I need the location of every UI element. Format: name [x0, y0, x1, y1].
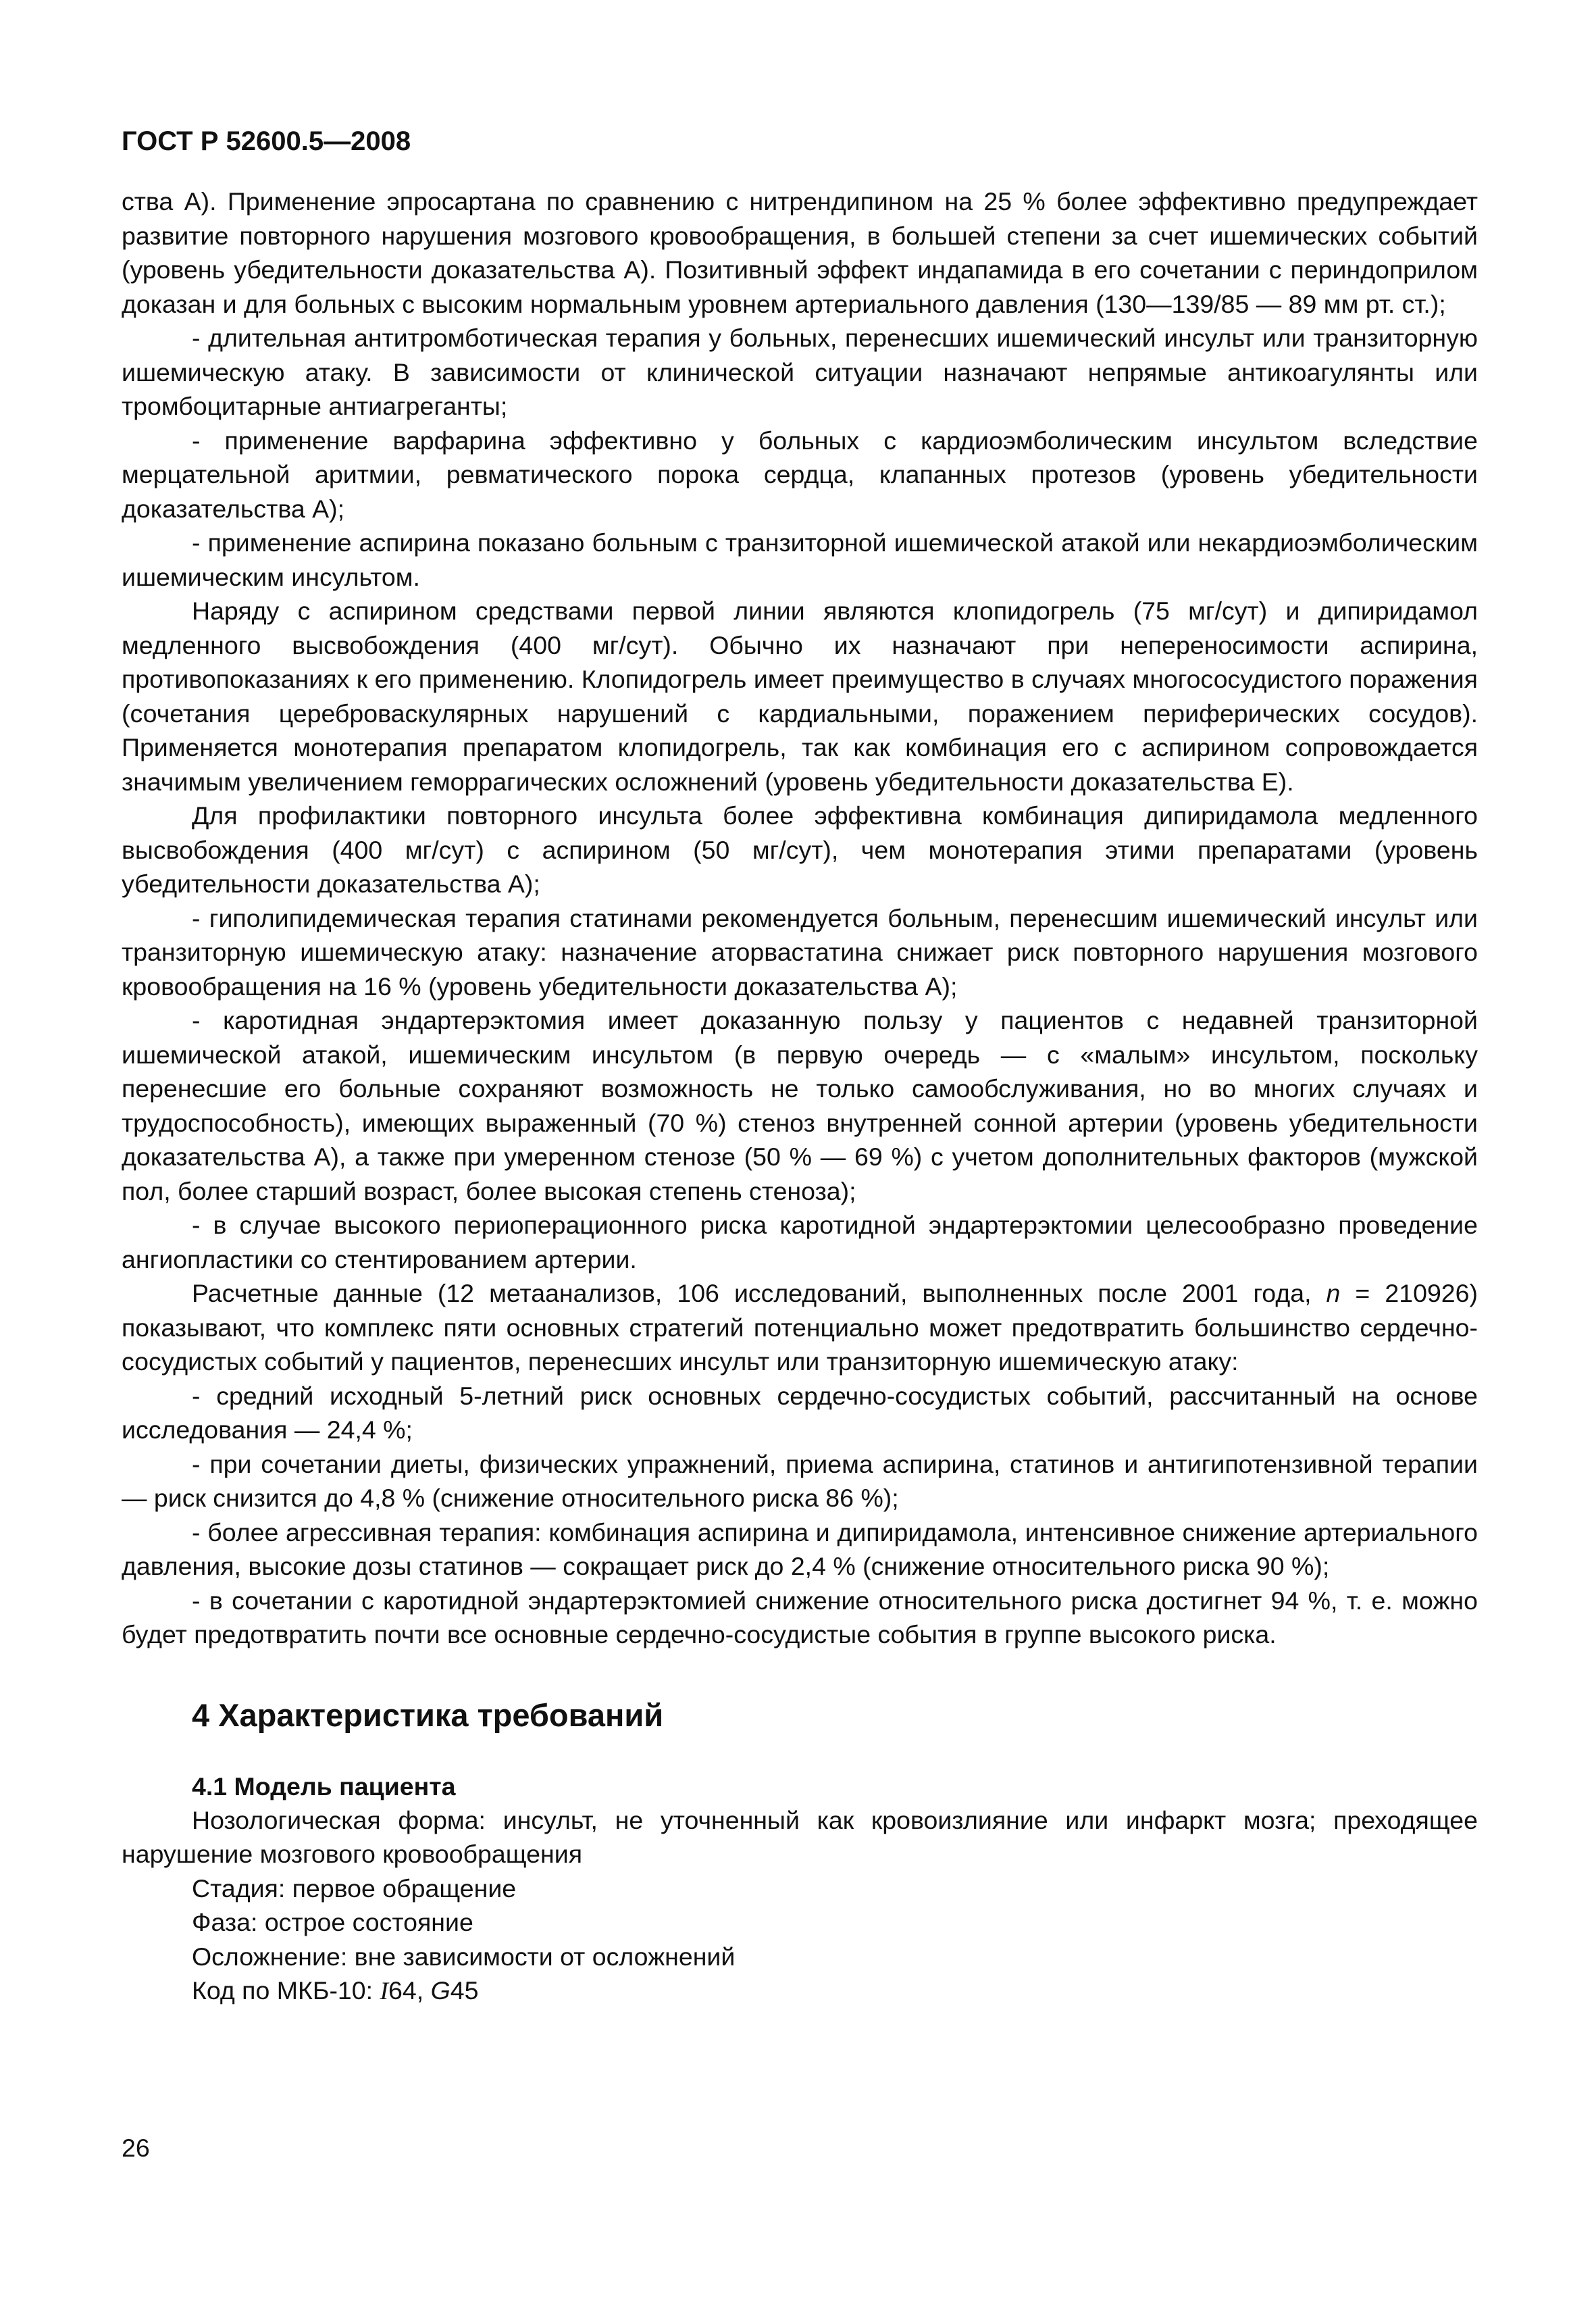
- document-id-header: ГОСТ Р 52600.5—2008: [122, 126, 411, 156]
- paragraph-9: - в случае высокого периоперационного риска каротидной эндартерэктомии целесообразно проведение ангиопластики со стентированием артерии.: [122, 1211, 1478, 1274]
- paragraph-10-part-a: Расчетные данные (12 метаанализов, 106 исследований, выполненных после 2001 года,: [192, 1279, 1327, 1307]
- paragraph-12: - при сочетании диеты, физических упражнений, приема аспирина, статинов и антигипотензивной терапии — риск снизится до 4,8 % (снижение относительного риска 86 %);: [122, 1449, 1478, 1512]
- phase-line: Фаза: острое состояние: [192, 1908, 473, 1936]
- icd-code-1-letter: I: [380, 1978, 388, 2005]
- section-4-heading: 4 Характеристика требований: [192, 1696, 664, 1733]
- paragraph-14: - в сочетании с каротидной эндартерэктомией снижение относительного риска достигнет 94 %, т. е. можно будет предотвратить почти все основные сердечно-сосудистые события в группе высокого риска.: [122, 1586, 1478, 1649]
- paragraph-4: - применение аспирина показано больным с транзиторной ишемической атакой или некардиоэмболическим ишемическим инсультом.: [122, 528, 1478, 591]
- paragraph-5: Наряду с аспирином средствами первой линии являются клопидогрель (75 мг/сут) и дипиридамол медленного высвобождения (400 мг/сут). Обычно их назначают при непереносимости аспирина, противопоказаниях к его применению. Клопидогрель имеет преимущество в случаях многососудистого поражения (сочетания цереброваскулярных нарушений с кардиальными, поражением периферических сосудов). Применяется монотерапия препаратом клопидогрель, так как комбинация его с аспирином сопровождается значимым увеличением геморрагических осложнений (уровень убедительности доказательства Е).: [122, 597, 1478, 796]
- paragraph-10: [122, 1276, 1478, 1379]
- icd-code-1-rest: 64,: [388, 1976, 431, 2005]
- paragraph-8: - каротидная эндартерэктомия имеет доказанную пользу у пациентов с недавней транзиторной ишемической атакой, ишемическим инсультом (в первую очередь — с «малым» инсультом, поскольку перенесшие его больные сохраняют возможность не только самообслуживания, но во многих случаях и трудоспособность), имеющих выраженный (70 %) стеноз внутренней сонной артерии (уровень убедительности доказательства А), а также при умеренном стенозе (50 % — 69 %) с учетом дополнительных факторов (мужской пол, более старший возраст, более высокая степень стеноза);: [122, 1006, 1478, 1205]
- paragraph-3: - применение варфарина эффективно у больных с кардиоэмболическим инсультом вследствие мерцательной аритмии, ревматического порока сердца, клапанных протезов (уровень убедительности доказательства А);: [122, 426, 1478, 523]
- icd-code-2-letter: G: [430, 1976, 451, 2005]
- paragraph-1: ства А). Применение эпросартана по сравнению с нитрендипином на 25 % более эффективно предупреждает развитие повторного нарушения мозгового кровообращения, в большей степени за счет ишемических событий (уровень убедительности доказательства А). Позитивный эффект индапамида в его сочетании с периндоприлом доказан и для больных с высоким нормальным уровнем артериального давления (130—139/85 — 89 мм рт. ст.);: [122, 187, 1478, 318]
- icd-code-2-rest: 45: [450, 1976, 479, 2005]
- paragraph-7: - гиполипидемическая терапия статинами рекомендуется больным, перенесшим ишемический инсульт или транзиторную ишемическую атаку: назначение аторвастатина снижает риск повторного нарушения мозгового кровообращения на 16 % (уровень убедительности доказательства А);: [122, 903, 1478, 1001]
- icd-code-line: [122, 1973, 1478, 2009]
- paragraph-2: - длительная антитромботическая терапия у больных, перенесших ишемический инсульт или транзиторную ишемическую атаку. В зависимости от клинической ситуации назначают непрямые антикоагулянты или тромбоцитарные антиагреганты;: [122, 324, 1478, 420]
- paragraph-13: - более агрессивная терапия: комбинация аспирина и дипиридамола, интенсивное снижение артериального давления, высокие дозы статинов — сокращает риск до 2,4 % (снижение относительного риска 90 %);: [122, 1517, 1478, 1580]
- paragraph-11: - средний исходный 5-летний риск основных сердечно-сосудистых событий, рассчитанный на основе исследования — 24,4 %;: [122, 1381, 1478, 1444]
- icd-label: Код по МКБ-10:: [192, 1976, 380, 2005]
- paragraph-6: Для профилактики повторного инсульта более эффективна комбинация дипиридамола медленного высвобождения (400 мг/сут) с аспирином (50 мг/сут), чем монотерапия этими препаратами (уровень убедительности доказательства А);: [122, 801, 1478, 898]
- document-page: [122, 125, 1478, 2009]
- stage-line: Стадия: первое обращение: [192, 1873, 517, 1903]
- complication-line: Осложнение: вне зависимости от осложнений: [192, 1942, 736, 1971]
- page-number: 26: [122, 2134, 150, 2162]
- paragraph-10-part-b: = 210926) показывают, что комплекс пяти основных стратегий потенциально может предотвратить большинство сердечно-сосудистых событий у пациентов, перенесших инсульт или транзиторную ишемическую атаку:: [122, 1279, 1478, 1376]
- nosology-line: Нозологическая форма: инсульт, не уточненный как кровоизлияние или инфаркт мозга; преходящее нарушение мозгового кровообращения: [122, 1805, 1478, 1868]
- sample-size-variable: n: [1326, 1279, 1341, 1307]
- section-4-1-heading: 4.1 Модель пациента: [192, 1771, 456, 1801]
